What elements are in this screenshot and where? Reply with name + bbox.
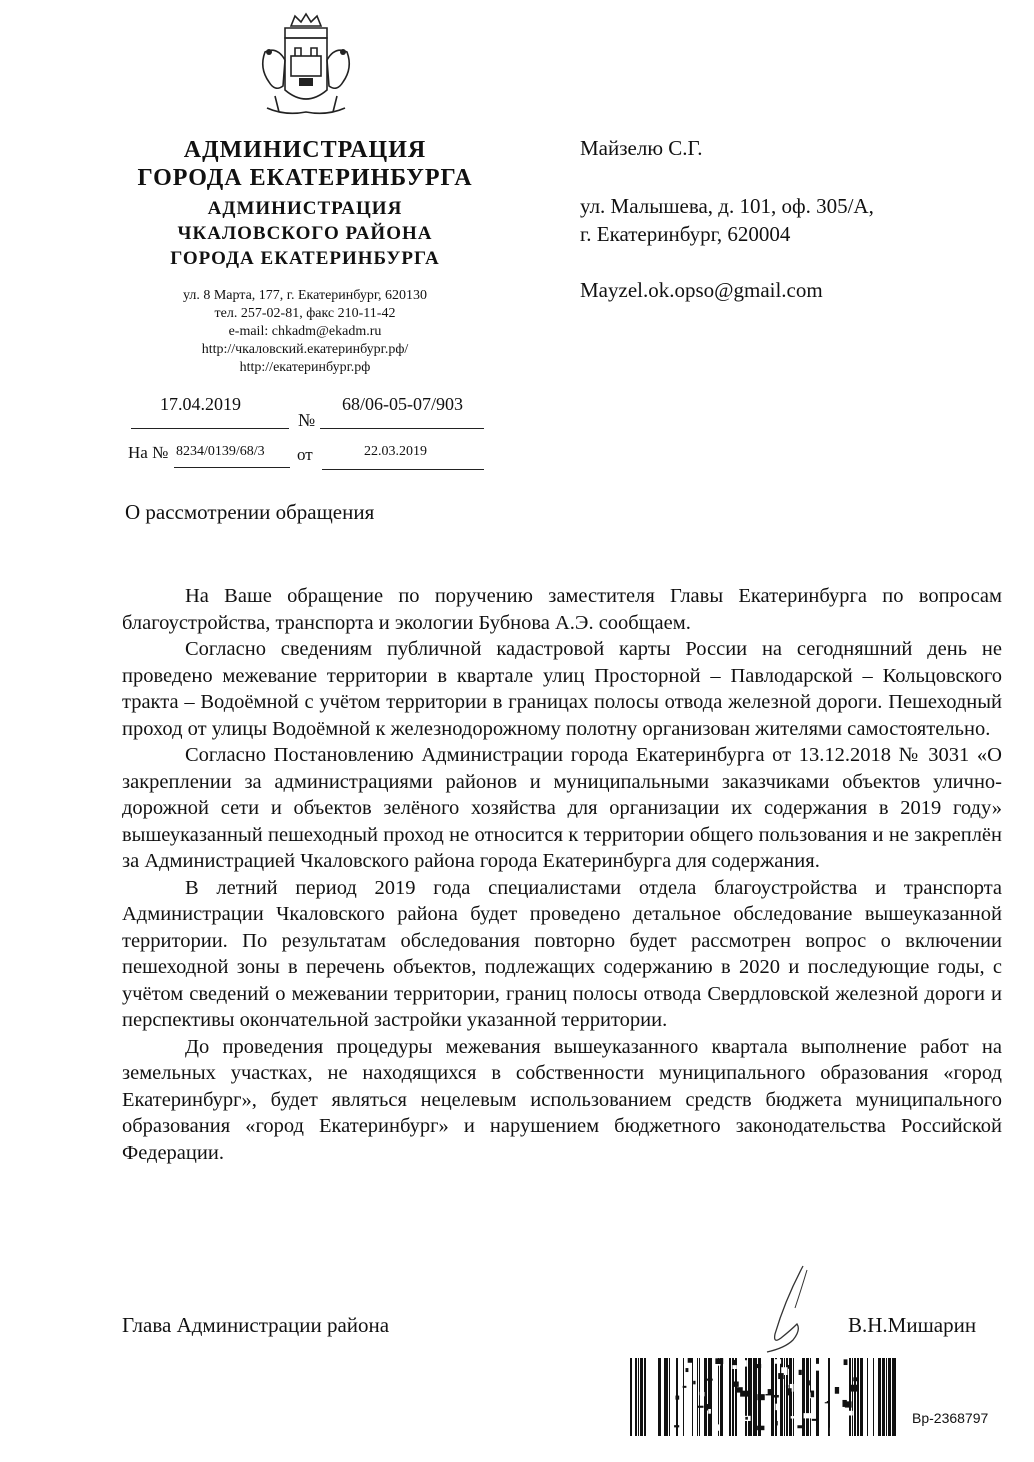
sender-phone: тел. 257-02-81, факс 210-11-42: [214, 306, 396, 321]
body-paragraph-4: В летний период 2019 года специалистами отдела благоустройства и транспорта Администрации Чкаловского района будет проведено детальное обследование вышеуказанной территории. По результатам обследования повторно будет рассмотрен вопрос о включении пешеходной зоны в перечень объектов, подлежащих содержанию в 2020 и последующие годы, с учётом сведений о межевании территории, границ полосы отвода Свердловской железной дороги и перспективы окончательной застройки указанной территории.: [122, 876, 1002, 1031]
letter-subject: О рассмотрении обращения: [125, 500, 375, 524]
reference-date: 22.03.2019: [364, 444, 427, 459]
reference-number: 8234/0139/68/3: [176, 444, 265, 459]
sender-address: ул. 8 Марта, 177, г. Екатеринбург, 620130: [182, 288, 428, 303]
letter-body: [122, 583, 1002, 1166]
outgoing-number-underline: [320, 428, 484, 429]
district-admin-line3: ГОРОДА ЕКАТЕРИНБУРГА: [170, 248, 440, 269]
signatory-position: Глава Администрации района: [122, 1313, 390, 1337]
city-admin-line2: ГОРОДА ЕКАТЕРИНБУРГА: [137, 165, 473, 191]
outgoing-date: 17.04.2019: [160, 394, 241, 414]
reference-prefix: На №: [128, 443, 169, 462]
signatory-name: В.Н.Мишарин: [848, 1313, 977, 1337]
reference-from: от: [297, 445, 313, 464]
sender-website-city: http://екатеринбург.рф: [239, 360, 371, 375]
outgoing-date-underline: [131, 428, 289, 429]
body-paragraph-3: Согласно Постановлению Администрации города Екатеринбурга от 13.12.2018 № 3031 «О закреплении за администрациями районов и муниципальными заказчиками объектов улично-дорожной сети и объектов зелёного хозяйства для организации их содержания в 2019 году» вышеуказанный пешеходный проход не относится к территории общего пользования и не закреплён за Администрацией Чкаловского района города Екатеринбурга для содержания.: [122, 744, 1002, 872]
district-admin-line1: АДМИНИСТРАЦИЯ: [207, 198, 403, 219]
handwritten-signature: [745, 1260, 835, 1360]
body-paragraph-5: До проведения процедуры межевания вышеуказанного квартала выполнение работ на земельных участках, не находящихся в собственности муниципального образования «город Екатеринбург», будет являться нецелевым использованием средств бюджета муниципального образования «город Екатеринбург» и нарушением бюджетного законодательства Российской Федерации.: [122, 1035, 1002, 1164]
recipient-city: г. Екатеринбург, 620004: [580, 222, 791, 246]
number-sign: №: [298, 410, 316, 430]
sender-website-district: http://чкаловский.екатеринбург.рф/: [201, 342, 409, 357]
coat-of-arms-emblem: [255, 12, 357, 124]
recipient-name: Майзелю С.Г.: [580, 136, 703, 160]
body-paragraph-2: Согласно сведениям публичной кадастровой карты России на сегодняшний день не проведено межевание территории в квартале улиц Просторной – Павлодарской – Кольцовского тракта – Водоёмной с учётом территории в границах полосы отвода железной дороги. Пешеходный проход от улицы Водоёмной к железнодорожному полотну организован жителями самостоятельно.: [122, 638, 1002, 740]
barcode-id: Вр-2368797: [912, 1410, 989, 1426]
outgoing-number: 68/06-05-07/903: [342, 394, 463, 414]
body-paragraph-1: На Ваше обращение по поручению заместителя Главы Екатеринбурга по вопросам благоустройства, транспорта и экологии Бубнова А.Э. сообщаем.: [122, 585, 1002, 634]
city-admin-line1: АДМИНИСТРАЦИЯ: [183, 137, 427, 163]
recipient-street: ул. Малышева, д. 101, оф. 305/А,: [580, 194, 874, 218]
sender-email: e-mail: chkadm@ekadm.ru: [228, 324, 382, 339]
reference-number-underline: [174, 467, 290, 468]
document-barcode: [630, 1358, 900, 1436]
recipient-email: Mayzel.ok.opso@gmail.com: [580, 278, 823, 302]
district-admin-line2: ЧКАЛОВСКОГО РАЙОНА: [177, 223, 433, 244]
reference-date-underline: [322, 469, 484, 470]
